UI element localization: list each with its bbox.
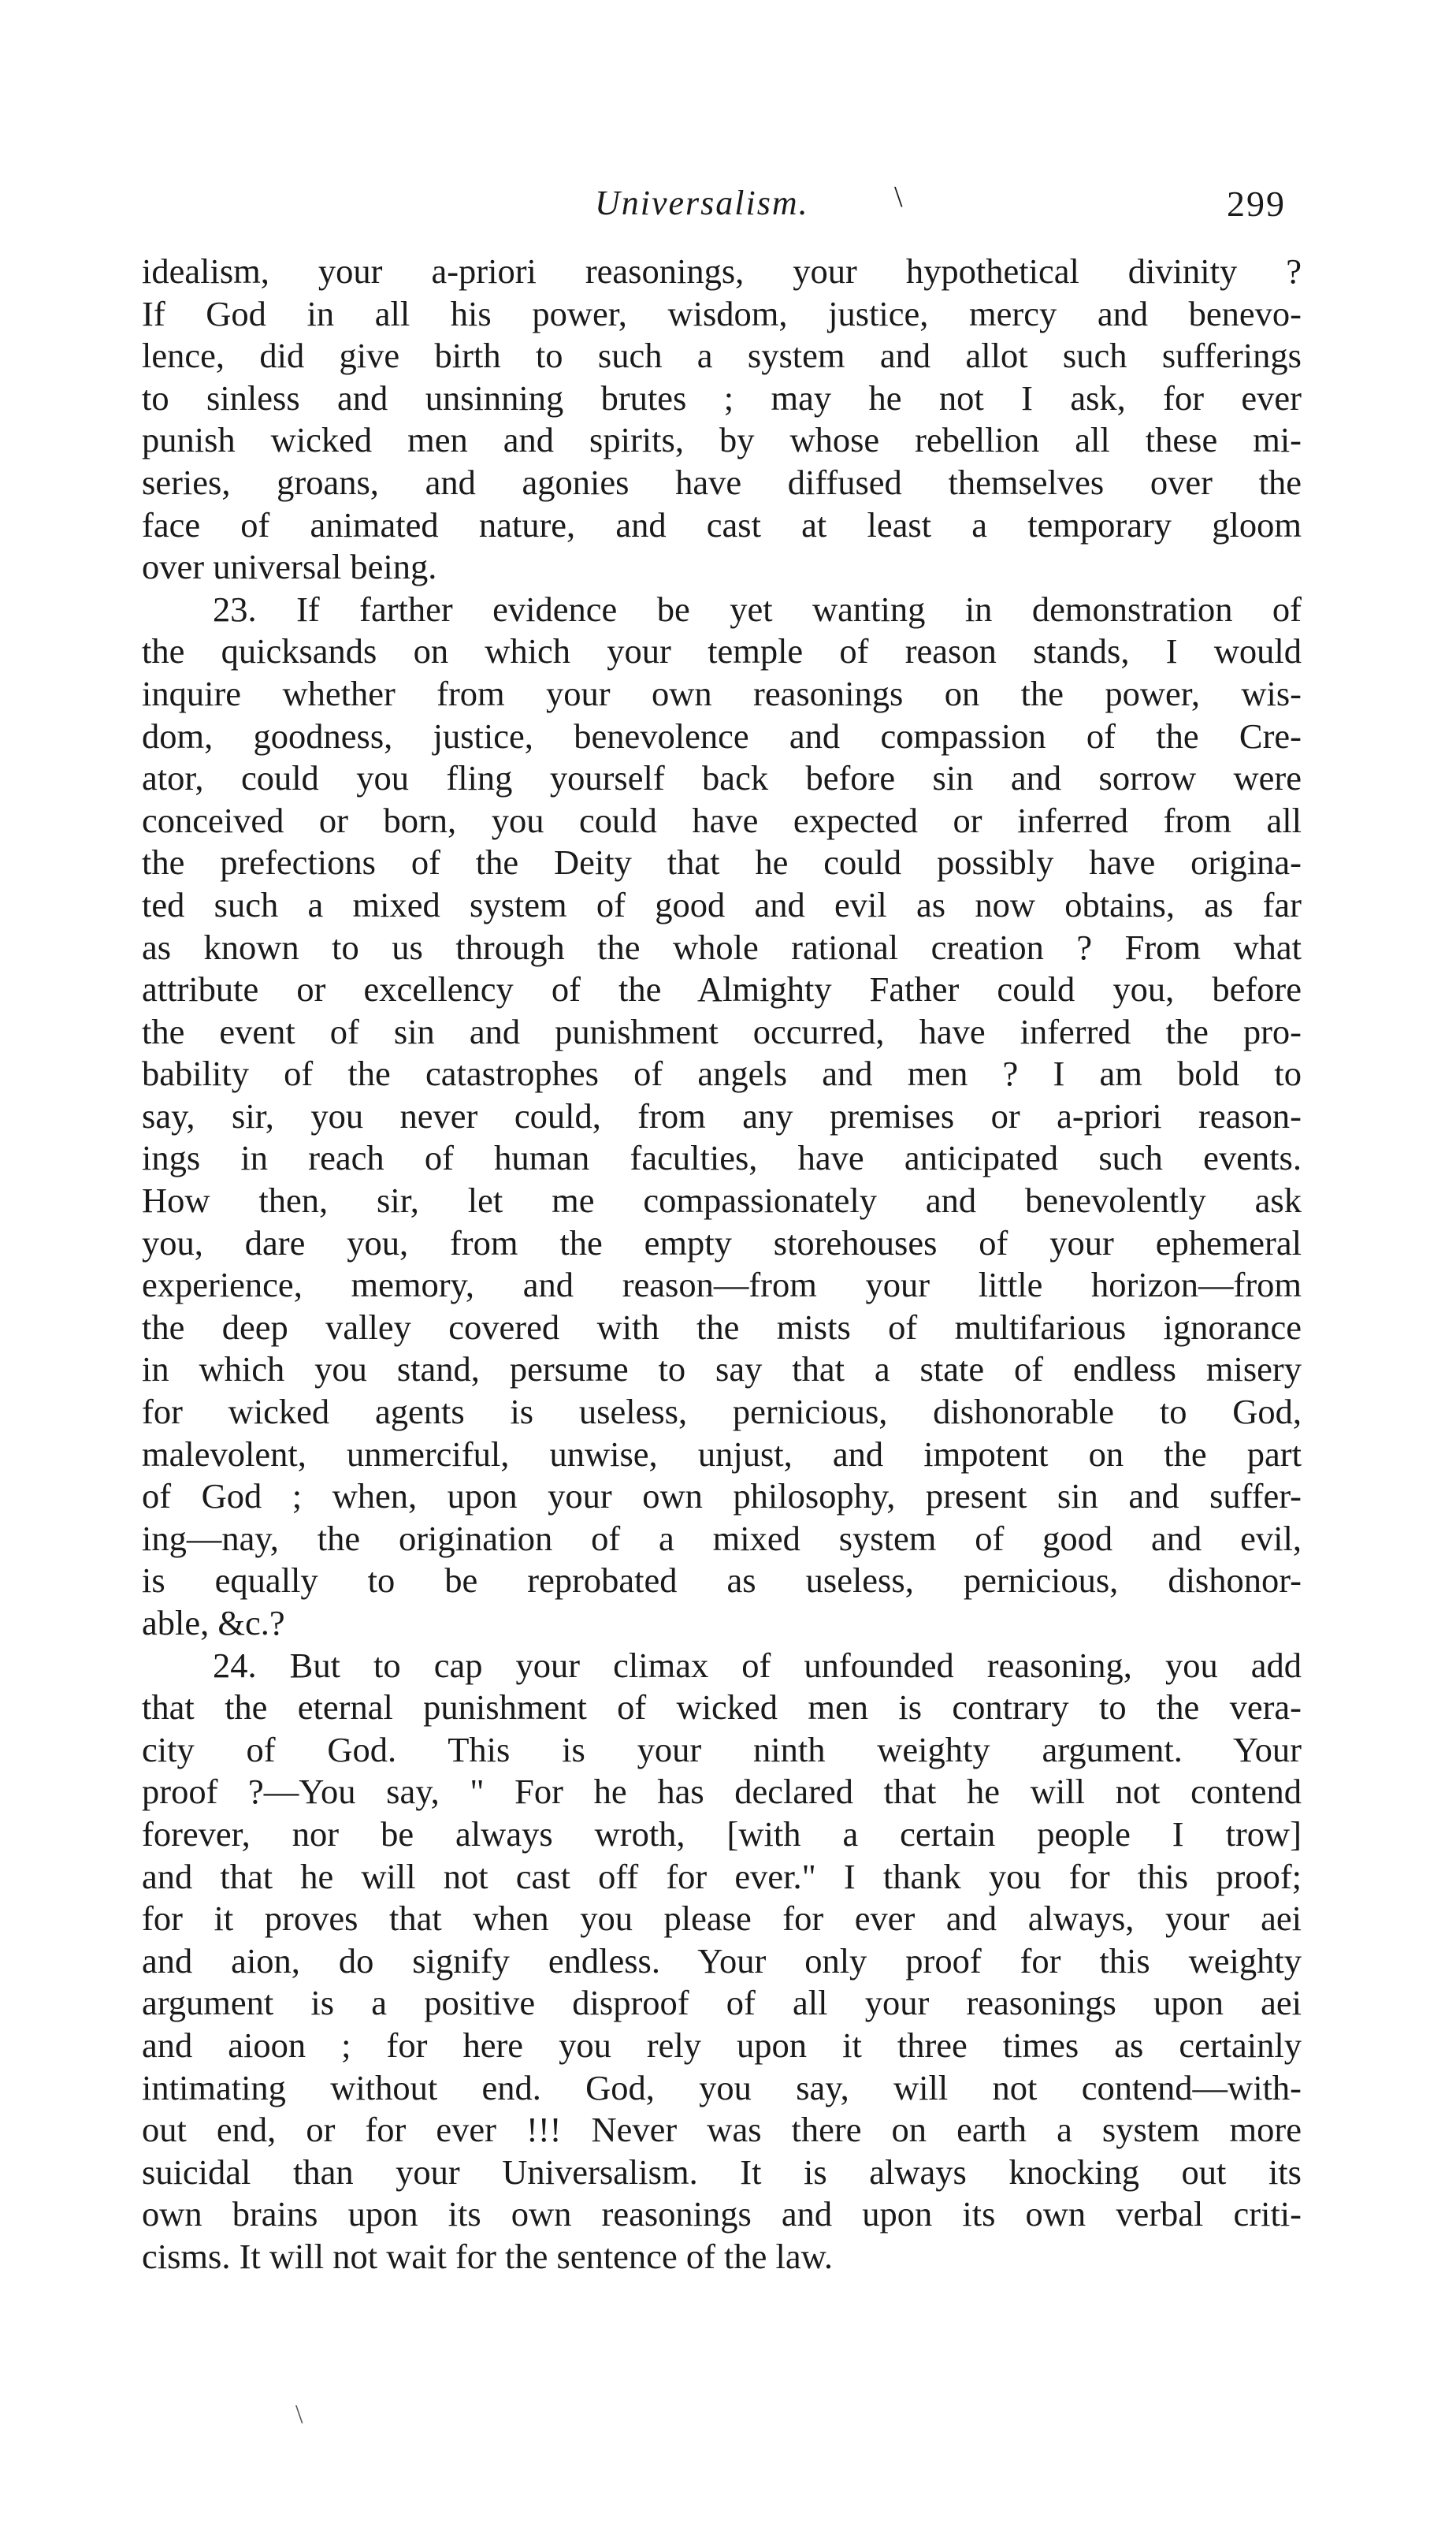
paragraph-start-line: 23. If farther evidence be yet wanting in demonstration of [213,589,1302,629]
text-line: and that he will not cast off for ever." I thank you for this proof; [142,1856,1302,1896]
text-line: cisms. It will not wait for the sentence of the law. [142,2236,833,2276]
text-line: and aioon ; for here you rely upon it three times as certainly [142,2025,1302,2065]
text-line: lence, did give birth to such a system and allot such sufferings [142,336,1302,376]
text-line: able, &c.? [142,1603,285,1642]
running-title: Universalism. [595,184,809,222]
text-line: city of God. This is your ninth weighty argument. Your [142,1729,1302,1769]
text-line: ings in reach of human faculties, have anticipated such events. [142,1138,1302,1178]
text-line: ted such a mixed system of good and evil as now obtains, as far [142,884,1302,924]
text-line: the quicksands on which your temple of reason stands, I would [142,631,1302,671]
text-line: dom, goodness, justice, benevolence and compassion of the Cre- [142,716,1302,756]
text-line: How then, sir, let me compassionately and benevolently ask [142,1181,1302,1221]
text-line: idealism, your a-priori reasonings, your hypothetical divinity ? [142,251,1302,291]
text-line: inquire whether from your own reasonings on the power, wis- [142,673,1302,713]
text-line: ing—nay, the origination of a mixed system of good and evil, [142,1518,1302,1558]
text-line: ator, could you fling yourself back before sin and sorrow were [142,758,1302,798]
text-line: punish wicked men and spirits, by whose rebellion all these mi- [142,420,1302,460]
text-line: suicidal than your Universalism. It is always knocking out its [142,2152,1302,2192]
text-line: series, groans, and agonies have diffused themselves over the [142,462,1302,502]
text-line: as known to us through the whole rational creation ? From what [142,927,1302,967]
text-line: intimating without end. God, you say, will not contend—with- [142,2067,1302,2107]
text-line: and aion, do signify endless. Your only proof for this weighty [142,1940,1302,1981]
text-line: you, dare you, from the empty storehouses of your ephemeral [142,1222,1302,1263]
text-line: attribute or excellency of the Almighty Father could you, before [142,969,1302,1010]
text-line: If God in all his power, wisdom, justice, mercy and benevo- [142,293,1302,333]
body-text [142,251,1302,2278]
text-line: conceived or born, you could have expected or inferred from all [142,800,1302,840]
text-line: the prefections of the Deity that he could possibly have origina- [142,842,1302,883]
text-line: over universal being. [142,547,437,587]
text-line: to sinless and unsinning brutes ; may he not I ask, for ever [142,378,1302,418]
text-line: own brains upon its own reasonings and upon its own verbal criti- [142,2194,1302,2234]
text-line: that the eternal punishment of wicked men is contrary to the vera- [142,1687,1302,1728]
page-number: 299 [1227,184,1286,224]
printer-mark: \ [894,180,903,214]
text-line: face of animated nature, and cast at least a temporary gloom [142,504,1302,545]
text-line: the deep valley covered with the mists of multifarious ignorance [142,1307,1302,1347]
text-line: experience, memory, and reason—from your little horizon—from [142,1265,1302,1305]
text-line: the event of sin and punishment occurred, have inferred the pro- [142,1011,1302,1051]
text-line: forever, nor be always wroth, [with a certain people I trow] [142,1813,1302,1854]
text-line: of God ; when, upon your own philosophy, present sin and suffer- [142,1476,1302,1516]
text-line: malevolent, unmerciful, unwise, unjust, and impotent on the part [142,1434,1302,1474]
paragraph-start-line: 24. But to cap your climax of unfounded reasoning, you add [213,1645,1302,1685]
text-line: for it proves that when you please for ever and always, your aei [142,1899,1302,1939]
text-line: argument is a positive disproof of all your reasonings upon aei [142,1983,1302,2023]
text-line: in which you stand, persume to say that a state of endless misery [142,1349,1302,1389]
bottom-printer-mark: \ [295,2400,303,2429]
text-line: say, sir, you never could, from any premises or a-priori reason- [142,1095,1302,1136]
text-line: for wicked agents is useless, pernicious, dishonorable to God, [142,1392,1302,1432]
text-line: is equally to be reprobated as useless, pernicious, dishonor- [142,1560,1302,1601]
text-line: bability of the catastrophes of angels and men ? I am bold to [142,1054,1302,1094]
text-line: proof ?—You say, " For he has declared that he will not contend [142,1772,1302,1812]
running-head [142,180,1302,230]
text-line: out end, or for ever !!! Never was there on earth a system more [142,2110,1302,2150]
